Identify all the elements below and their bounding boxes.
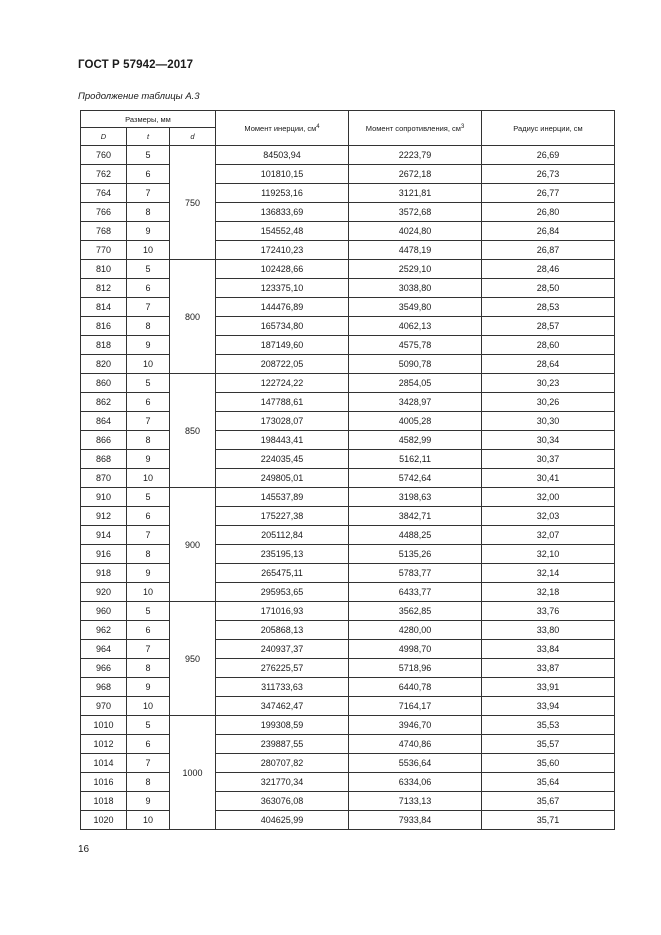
cell-moment-inertia: 173028,07 [216,412,349,431]
table-row [81,260,615,279]
cell-radius-inertia: 32,18 [482,583,615,602]
cell-moment-resistance: 5536,64 [349,754,482,773]
radius-header: Радиус инерции, см [482,111,615,146]
cell-D: 910 [81,488,127,507]
cell-D: 966 [81,659,127,678]
cell-moment-inertia: 101810,15 [216,165,349,184]
cell-t: 5 [127,146,170,165]
cell-t: 5 [127,602,170,621]
cell-radius-inertia: 26,87 [482,241,615,260]
cell-radius-inertia: 28,46 [482,260,615,279]
cell-moment-resistance: 4575,78 [349,336,482,355]
cell-moment-inertia: 404625,99 [216,811,349,830]
cell-moment-resistance: 5135,26 [349,545,482,564]
cell-D: 860 [81,374,127,393]
cell-t: 6 [127,393,170,412]
cell-moment-inertia: 265475,11 [216,564,349,583]
cell-D: 862 [81,393,127,412]
cell-radius-inertia: 28,60 [482,336,615,355]
table-row [81,792,615,811]
cell-moment-inertia: 363076,08 [216,792,349,811]
table-row [81,355,615,374]
cell-radius-inertia: 26,69 [482,146,615,165]
cell-D: 814 [81,298,127,317]
cell-d: 800 [170,260,216,374]
col-t-header: t [127,128,170,146]
cell-t: 9 [127,792,170,811]
table-caption: Продолжение таблицы А.3 [78,91,200,102]
table-row [81,526,615,545]
cell-D: 810 [81,260,127,279]
cell-D: 760 [81,146,127,165]
cell-moment-inertia: 280707,82 [216,754,349,773]
cell-radius-inertia: 35,67 [482,792,615,811]
cell-t: 9 [127,336,170,355]
cell-D: 1012 [81,735,127,754]
cell-moment-inertia: 198443,41 [216,431,349,450]
cell-radius-inertia: 30,30 [482,412,615,431]
cell-D: 868 [81,450,127,469]
cell-moment-resistance: 4280,00 [349,621,482,640]
cell-moment-inertia: 172410,23 [216,241,349,260]
cell-moment-resistance: 6433,77 [349,583,482,602]
cell-D: 866 [81,431,127,450]
cell-D: 816 [81,317,127,336]
table-body [81,146,615,830]
cell-D: 1014 [81,754,127,773]
sizes-header: Размеры, мм [81,111,216,128]
cell-D: 1010 [81,716,127,735]
cell-radius-inertia: 33,91 [482,678,615,697]
cell-radius-inertia: 26,73 [482,165,615,184]
cell-moment-resistance: 4582,99 [349,431,482,450]
cell-radius-inertia: 33,84 [482,640,615,659]
cell-moment-inertia: 154552,48 [216,222,349,241]
cell-D: 962 [81,621,127,640]
resistance-header-exponent: 3 [460,123,465,130]
cell-moment-inertia: 239887,55 [216,735,349,754]
cell-t: 5 [127,488,170,507]
table-row [81,754,615,773]
cell-t: 7 [127,412,170,431]
cell-radius-inertia: 26,77 [482,184,615,203]
cell-t: 7 [127,526,170,545]
table-row [81,336,615,355]
table-row [81,165,615,184]
cell-moment-resistance: 3572,68 [349,203,482,222]
cell-radius-inertia: 33,76 [482,602,615,621]
table-row [81,412,615,431]
table-row [81,488,615,507]
cell-D: 762 [81,165,127,184]
cell-moment-resistance: 2672,18 [349,165,482,184]
cell-moment-resistance: 2854,05 [349,374,482,393]
cell-moment-inertia: 199308,59 [216,716,349,735]
cell-t: 9 [127,564,170,583]
cell-D: 912 [81,507,127,526]
cell-moment-resistance: 3842,71 [349,507,482,526]
cell-moment-resistance: 3038,80 [349,279,482,298]
cell-moment-resistance: 3428,97 [349,393,482,412]
cell-radius-inertia: 33,87 [482,659,615,678]
table-row [81,279,615,298]
inertia-header-exponent: 4 [316,123,320,130]
cell-radius-inertia: 26,80 [482,203,615,222]
cell-moment-inertia: 123375,10 [216,279,349,298]
cell-radius-inertia: 35,53 [482,716,615,735]
cell-moment-inertia: 119253,16 [216,184,349,203]
table-row [81,298,615,317]
cell-moment-resistance: 5783,77 [349,564,482,583]
inertia-header [216,111,349,146]
cell-t: 6 [127,507,170,526]
cell-t: 9 [127,222,170,241]
cell-radius-inertia: 28,64 [482,355,615,374]
table-row [81,317,615,336]
cell-moment-resistance: 4024,80 [349,222,482,241]
table-row [81,678,615,697]
cell-radius-inertia: 30,37 [482,450,615,469]
cell-radius-inertia: 30,26 [482,393,615,412]
cell-moment-resistance: 5090,78 [349,355,482,374]
page-number: 16 [78,844,90,855]
cell-D: 766 [81,203,127,222]
table-row [81,621,615,640]
cell-D: 764 [81,184,127,203]
table-row [81,184,615,203]
cell-moment-inertia: 84503,94 [216,146,349,165]
cell-moment-resistance: 5162,11 [349,450,482,469]
table-row [81,450,615,469]
cell-D: 960 [81,602,127,621]
cell-moment-resistance: 4478,19 [349,241,482,260]
table-row [81,735,615,754]
cell-D: 820 [81,355,127,374]
cell-radius-inertia: 30,41 [482,469,615,488]
cell-D: 918 [81,564,127,583]
table-row [81,564,615,583]
cell-moment-inertia: 347462,47 [216,697,349,716]
cell-D: 970 [81,697,127,716]
table-row [81,507,615,526]
cell-D: 1020 [81,811,127,830]
cell-moment-inertia: 175227,38 [216,507,349,526]
cell-moment-resistance: 3562,85 [349,602,482,621]
cell-d: 850 [170,374,216,488]
cell-radius-inertia: 26,84 [482,222,615,241]
table-row [81,431,615,450]
cell-t: 9 [127,450,170,469]
cell-radius-inertia: 32,07 [482,526,615,545]
inertia-header-label: Момент инерции, см [244,123,317,133]
cell-radius-inertia: 35,64 [482,773,615,792]
cell-moment-resistance: 2529,10 [349,260,482,279]
table-row [81,203,615,222]
resistance-header-label: Момент сопротивления, см [365,123,461,133]
cell-t: 6 [127,165,170,184]
cell-d: 1000 [170,716,216,830]
cell-d: 750 [170,146,216,260]
cell-moment-inertia: 122724,22 [216,374,349,393]
cell-moment-inertia: 249805,01 [216,469,349,488]
cell-D: 770 [81,241,127,260]
cell-moment-resistance: 3946,70 [349,716,482,735]
table-row [81,659,615,678]
cell-moment-inertia: 147788,61 [216,393,349,412]
cell-d: 950 [170,602,216,716]
cell-t: 8 [127,659,170,678]
cell-moment-inertia: 295953,65 [216,583,349,602]
table-row [81,811,615,830]
cell-t: 5 [127,716,170,735]
cell-radius-inertia: 35,57 [482,735,615,754]
cell-moment-inertia: 224035,45 [216,450,349,469]
cell-D: 864 [81,412,127,431]
cell-moment-resistance: 4488,25 [349,526,482,545]
data-table [80,110,615,830]
cell-radius-inertia: 33,94 [482,697,615,716]
cell-moment-inertia: 136833,69 [216,203,349,222]
cell-D: 914 [81,526,127,545]
table-row [81,146,615,165]
table-row [81,583,615,602]
cell-t: 5 [127,260,170,279]
cell-moment-inertia: 171016,93 [216,602,349,621]
table-row [81,241,615,260]
cell-t: 8 [127,317,170,336]
cell-moment-resistance: 7164,17 [349,697,482,716]
cell-radius-inertia: 32,14 [482,564,615,583]
table-row [81,222,615,241]
cell-t: 10 [127,355,170,374]
cell-moment-resistance: 3121,81 [349,184,482,203]
cell-t: 7 [127,640,170,659]
cell-t: 9 [127,678,170,697]
table-header [81,111,615,146]
cell-D: 964 [81,640,127,659]
table-row [81,469,615,488]
cell-radius-inertia: 30,34 [482,431,615,450]
table-row [81,545,615,564]
cell-radius-inertia: 32,10 [482,545,615,564]
cell-t: 10 [127,811,170,830]
cell-moment-inertia: 144476,89 [216,298,349,317]
cell-t: 8 [127,431,170,450]
cell-moment-resistance: 4062,13 [349,317,482,336]
cell-moment-inertia: 208722,05 [216,355,349,374]
document-title: ГОСТ Р 57942—2017 [78,59,194,71]
cell-t: 6 [127,279,170,298]
cell-radius-inertia: 35,60 [482,754,615,773]
cell-moment-inertia: 276225,57 [216,659,349,678]
cell-radius-inertia: 28,57 [482,317,615,336]
cell-moment-resistance: 3198,63 [349,488,482,507]
cell-moment-inertia: 205868,13 [216,621,349,640]
cell-moment-inertia: 187149,60 [216,336,349,355]
cell-t: 7 [127,184,170,203]
cell-radius-inertia: 30,23 [482,374,615,393]
cell-moment-resistance: 4005,28 [349,412,482,431]
cell-t: 10 [127,583,170,602]
cell-moment-resistance: 4740,86 [349,735,482,754]
cell-D: 1018 [81,792,127,811]
cell-radius-inertia: 28,53 [482,298,615,317]
cell-moment-inertia: 145537,89 [216,488,349,507]
cell-radius-inertia: 28,50 [482,279,615,298]
cell-D: 768 [81,222,127,241]
cell-moment-inertia: 102428,66 [216,260,349,279]
cell-t: 10 [127,469,170,488]
cell-D: 818 [81,336,127,355]
cell-D: 916 [81,545,127,564]
cell-t: 7 [127,298,170,317]
cell-t: 6 [127,735,170,754]
cell-t: 8 [127,545,170,564]
cell-D: 812 [81,279,127,298]
cell-moment-inertia: 205112,84 [216,526,349,545]
cell-moment-resistance: 4998,70 [349,640,482,659]
cell-moment-resistance: 7933,84 [349,811,482,830]
cell-t: 7 [127,754,170,773]
table-row [81,640,615,659]
cell-moment-resistance: 7133,13 [349,792,482,811]
cell-radius-inertia: 33,80 [482,621,615,640]
table-row [81,716,615,735]
cell-moment-resistance: 6334,06 [349,773,482,792]
cell-D: 1016 [81,773,127,792]
cell-moment-inertia: 235195,13 [216,545,349,564]
table-row [81,773,615,792]
cell-moment-resistance: 3549,80 [349,298,482,317]
cell-D: 920 [81,583,127,602]
table-row [81,374,615,393]
cell-t: 10 [127,697,170,716]
cell-t: 8 [127,773,170,792]
cell-radius-inertia: 32,00 [482,488,615,507]
cell-t: 10 [127,241,170,260]
cell-D: 870 [81,469,127,488]
cell-moment-resistance: 6440,78 [349,678,482,697]
cell-moment-inertia: 240937,37 [216,640,349,659]
cell-t: 8 [127,203,170,222]
col-d-header: d [170,128,216,146]
cell-d: 900 [170,488,216,602]
resistance-header [349,111,482,146]
col-D-header: D [81,128,127,146]
cell-moment-inertia: 165734,80 [216,317,349,336]
cell-moment-inertia: 311733,63 [216,678,349,697]
cell-t: 6 [127,621,170,640]
cell-D: 968 [81,678,127,697]
table-row [81,393,615,412]
cell-moment-resistance: 5742,64 [349,469,482,488]
cell-moment-inertia: 321770,34 [216,773,349,792]
cell-moment-resistance: 5718,96 [349,659,482,678]
cell-radius-inertia: 32,03 [482,507,615,526]
table-row [81,602,615,621]
cell-radius-inertia: 35,71 [482,811,615,830]
table-row [81,697,615,716]
cell-moment-resistance: 2223,79 [349,146,482,165]
cell-t: 5 [127,374,170,393]
